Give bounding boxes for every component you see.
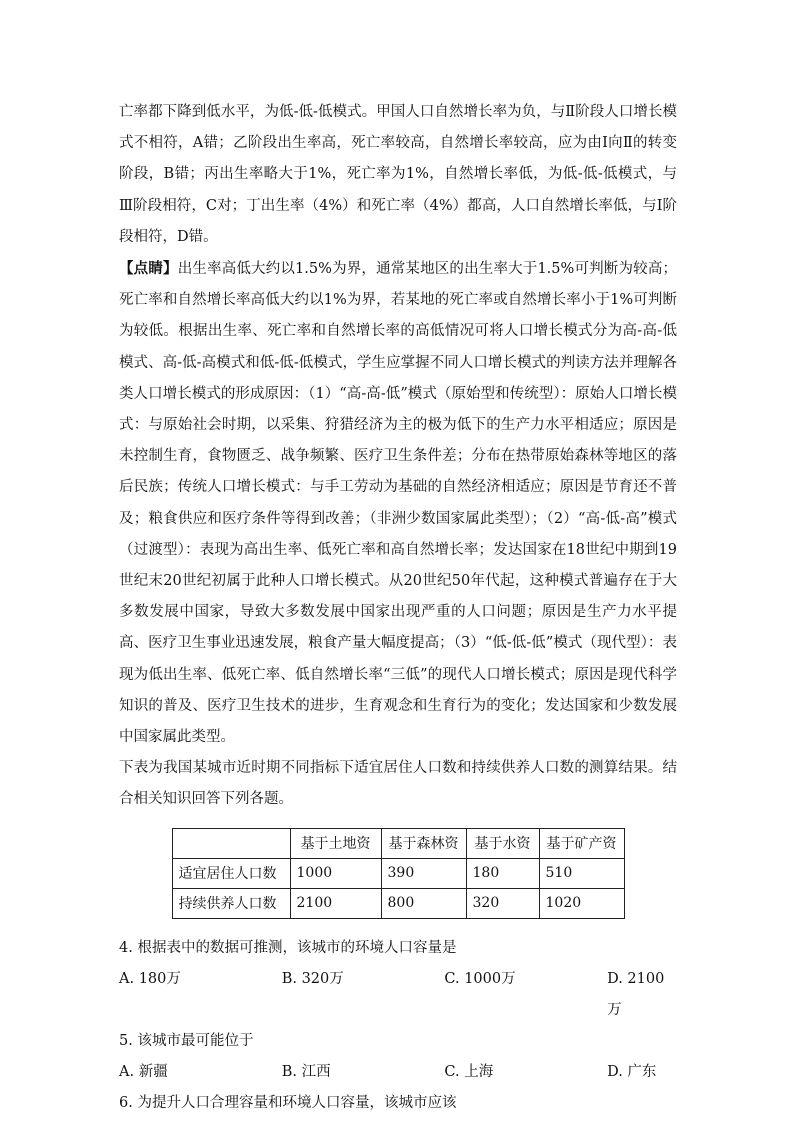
table-cell: 320 [466, 888, 539, 918]
question-intro: 下表为我国某城市近时期不同指标下适宜居住人口数和持续供养人口数的测算结果。结合相关知识回答下列各题。 [119, 760, 677, 808]
table-header-cell: 基于森林资 [381, 828, 466, 858]
table-header-cell: 基于土地资 [290, 828, 381, 858]
analysis-paragraph: 亡率都下降到低水平，为低-低-低模式。甲国人口自然增长率为负，与Ⅱ阶段人口增长模式不相符，A错；乙阶段出生率高，死亡率较高，自然增长率较高，应为由Ⅰ向Ⅱ的转变阶段，B错；丙出生率略大于1%，死亡率为1%，自然增长率低，为低-低-低模式，与Ⅲ阶段相符，C对；丁出生率（4%）和死亡率（4%）都高，人口自然增长率低，与Ⅰ阶段相符，D错。 [119, 104, 677, 245]
option-c: C. 上海 [444, 1063, 494, 1080]
table-row-label: 持续供养人口数 [172, 888, 290, 918]
option-a: A. 新疆 [119, 1063, 168, 1080]
tip-paragraph [119, 253, 677, 753]
document-content [119, 97, 677, 1119]
table-row [172, 858, 624, 888]
question-5-stem: 5. 该城市最可能位于 [119, 1032, 254, 1049]
question-4-options [119, 964, 677, 1026]
table-header-cell: 基于水资 [466, 828, 539, 858]
option-d: D. 广东 [607, 1063, 657, 1080]
question-5-options [119, 1057, 677, 1088]
option-d: D. 2100万 [607, 970, 665, 1018]
table-row-label: 适宜居住人口数 [172, 858, 290, 888]
table-wrapper [119, 828, 677, 919]
option-a: A. 180万 [119, 970, 181, 987]
table-header-cell: 基于矿产资 [539, 828, 624, 858]
option-b: B. 江西 [281, 1063, 331, 1080]
table-header-row [172, 828, 624, 858]
question-6-stem: 6. 为提升人口合理容量和环境人口容量，该城市应该 [119, 1094, 457, 1111]
table-cell: 390 [381, 858, 466, 888]
table-header-cell [172, 828, 290, 858]
table-row [172, 888, 624, 918]
table-cell: 1020 [539, 888, 624, 918]
table-cell: 180 [466, 858, 539, 888]
table-cell: 2100 [290, 888, 381, 918]
tip-text: 出生率高低大约以1.5%为界，通常某地区的出生率大于1.5%可判断为较高；死亡率和自然增长率高低大约以1%为界，若某地的死亡率或自然增长率小于1%可判断为较低。根据出生率、死亡率和自然增长率的高低情况可将人口增长模式分为高-高-低模式、高-低-高模式和低-低-低模式，学生应掌握不同人口增长模式的判读方法并理解各类人口增长模式的形成原因：（1）“高-高-低”模式（原始型和传统型）：原始人口增长模式：与原始社会时期，以采集、狩猎经济为主的极为低下的生产力水平相适应；原因是未控制生育，食物匮乏、战争频繁、医疗卫生条件差；分布在热带原始森林等地区的落后民族；传统人口增长模式：与手工劳动为基础的自然经济相适应；原因是节育还不普及；粮食供应和医疗条件等得到改善；（非洲少数国家属此类型）；（2）“高-低-高”模式（过渡型）：表现为高出生率、低死亡率和高自然增长率；发达国家在18世纪中期到19世纪末20世纪初属于此种人口增长模式。从20世纪50年代起，这种模式普遍存在于大多数发展中国家，导致大多数发展中国家出现严重的人口问题；原因是生产力水平提高、医疗卫生事业迅速发展，粮食产量大幅度提高；（3）“低-低-低”模式（现代型）：表现为低出生率、低死亡率、低自然增长率“三低”的现代人口增长模式；原因是现代科学知识的普及、医疗卫生技术的进步，生育观念和生育行为的变化；发达国家和少数发展中国家属此类型。 [119, 261, 677, 746]
tip-label: 【点睛】 [119, 260, 178, 278]
table-cell: 800 [381, 888, 466, 918]
table-cell: 1000 [290, 858, 381, 888]
question-4-stem: 4. 根据表中的数据可推测，该城市的环境人口容量是 [119, 939, 457, 956]
option-b: B. 320万 [281, 970, 344, 987]
data-table [172, 828, 625, 919]
table-cell: 510 [539, 858, 624, 888]
option-c: C. 1000万 [444, 970, 516, 987]
